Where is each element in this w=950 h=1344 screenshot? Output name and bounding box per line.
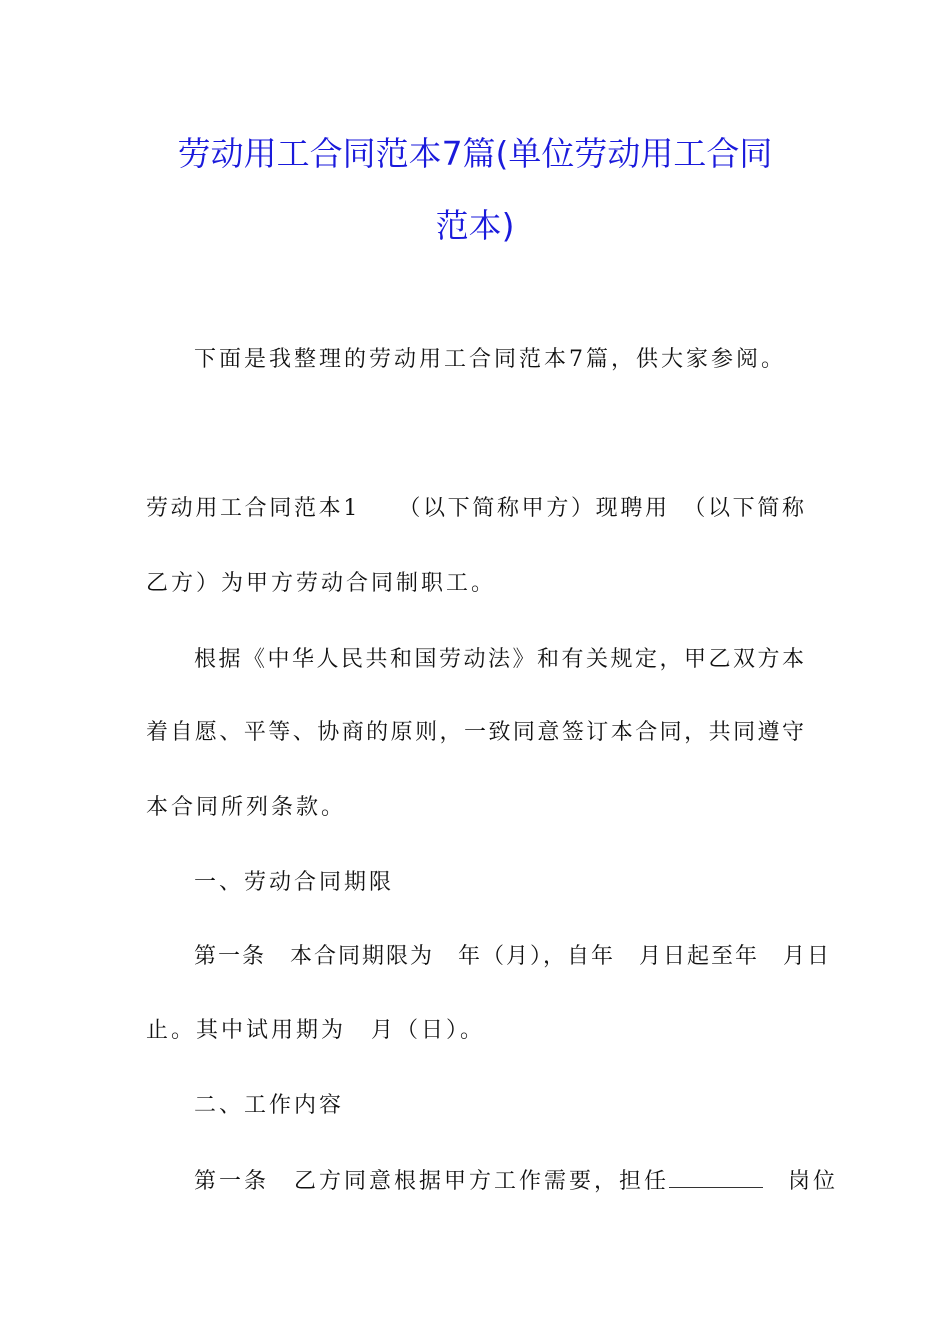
- section-heading-1: 一、劳动合同期限: [194, 870, 395, 895]
- article-2-prefix: 第一条 乙方同意根据甲方工作需要，担任: [194, 1169, 670, 1194]
- blank-fill-line: [669, 1165, 763, 1188]
- paragraph-1-line-1: 劳动用工合同范本1 （以下简称甲方）现聘用 （以下简称: [146, 496, 806, 521]
- document-title-line2: 范本): [435, 206, 515, 245]
- article-1-line-2: 止。其中试用期为 月（日）。: [146, 1018, 486, 1043]
- article-2-line-1: [194, 1165, 839, 1197]
- article-2-suffix: 岗位: [788, 1169, 839, 1194]
- paragraph-2-line-2: 着自愿、平等、协商的原则，一致同意签订本合同，共同遵守: [146, 720, 806, 745]
- article-1-line-1: 第一条 本合同期限为 年（月），自年 月日起至年 月日: [194, 944, 832, 969]
- intro-paragraph: 下面是我整理的劳动用工合同范本7篇，供大家参阅。: [194, 347, 786, 372]
- document-title-line1: 劳动用工合同范本7篇(单位劳动用工合同: [177, 134, 773, 173]
- paragraph-1-line-2: 乙方）为甲方劳动合同制职工。: [146, 571, 497, 596]
- section-heading-2: 二、工作内容: [194, 1093, 345, 1118]
- paragraph-2-line-3: 本合同所列条款。: [146, 795, 347, 820]
- paragraph-2-line-1: 根据《中华人民共和国劳动法》和有关规定，甲乙双方本: [194, 647, 806, 672]
